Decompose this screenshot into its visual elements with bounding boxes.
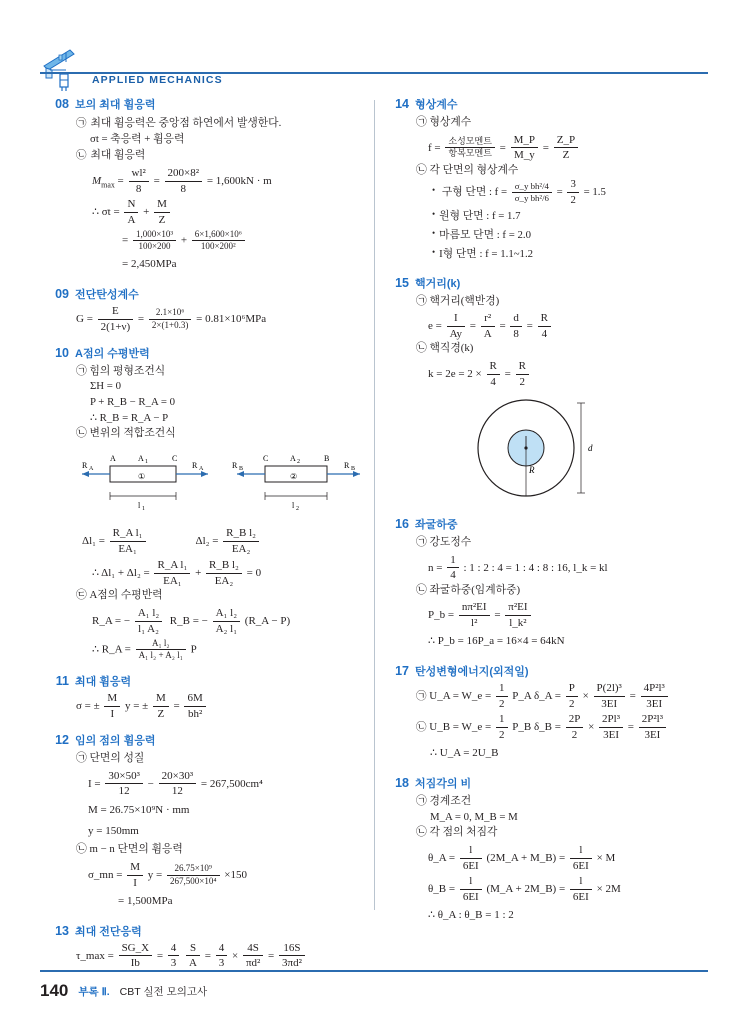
eq-num: N xyxy=(124,198,138,213)
svg-text:2: 2 xyxy=(296,506,299,513)
list-item: ㉠ 힘의 평형조건식 xyxy=(76,364,166,377)
eq-num: 4P²l³ xyxy=(641,682,668,697)
eq-den: I xyxy=(133,876,137,889)
eq-den: M_y xyxy=(513,149,535,162)
eq-num: l xyxy=(570,875,592,890)
eq-num: 3 xyxy=(567,178,578,192)
eq-lhs: R_B = − xyxy=(169,614,208,627)
list-item: ㉠ 형상계수 xyxy=(416,116,472,128)
eq-num: R xyxy=(516,360,529,375)
svg-text:1: 1 xyxy=(145,459,148,466)
eq-num: l xyxy=(570,844,592,859)
equation-sigma-bending xyxy=(76,692,364,721)
eq-num: I xyxy=(447,312,465,327)
eq-den: EA₁ xyxy=(163,574,182,587)
eq-op: × xyxy=(231,949,239,962)
equation-mmax: $M_{max}$ = $\frac{\text{wl²}}{8}$ = $\frac{\text{200×8²}}{8}$ = 1,600kN · m xyxy=(92,166,272,195)
problem-title: 좌굴하중 xyxy=(415,518,458,531)
svg-text:R: R xyxy=(529,464,535,475)
eq-op: y = xyxy=(147,868,163,881)
eq-den: 4 xyxy=(450,569,456,582)
svg-text:A: A xyxy=(138,454,144,464)
svg-text:A: A xyxy=(290,454,296,464)
eq-lhs: n = xyxy=(428,561,443,574)
equation-UA xyxy=(416,682,704,711)
problem-15 xyxy=(392,275,704,505)
footer-divider xyxy=(40,970,708,972)
equation-result: = 1,500MPa xyxy=(118,894,173,907)
eq-result: = 0 xyxy=(246,567,262,580)
eq-result: = 1,600kN · m xyxy=(206,174,272,187)
svg-text:B: B xyxy=(239,466,244,473)
problem-16 xyxy=(392,516,704,652)
equation-UB xyxy=(416,713,704,742)
eq-num: R xyxy=(487,360,500,375)
problem-title: A점의 수평반력 xyxy=(75,347,150,360)
eq-tail: (R_A − P) xyxy=(244,614,291,627)
svg-text:①: ① xyxy=(138,472,146,482)
eq-op: = xyxy=(494,609,501,622)
eq-den: 8 xyxy=(513,327,519,340)
eq-num: A₁ l₂ xyxy=(213,607,240,622)
header-divider xyxy=(40,72,708,74)
svg-text:2: 2 xyxy=(297,459,300,466)
eq-num: 20×30³ xyxy=(159,770,197,785)
eq-den: 3EI xyxy=(646,697,663,710)
svg-text:R: R xyxy=(232,461,238,471)
equation-thetaB xyxy=(428,875,704,904)
right-column xyxy=(392,96,704,937)
eq-num: 2P²l³ xyxy=(639,713,666,728)
equation-line: M_A = 0, M_B = M xyxy=(430,810,518,823)
eq-den: Z xyxy=(157,707,165,720)
equation-dl2 xyxy=(196,527,262,556)
eq-num: π²EI xyxy=(505,601,530,616)
eq-num: σ_y bh²/4 xyxy=(512,181,552,193)
problem-number: 10 xyxy=(55,345,69,360)
svg-text:②: ② xyxy=(290,472,298,482)
problem-title: 처짐각의 비 xyxy=(415,777,472,790)
equation-sum: ∴ Δl₁ + Δl₂ = $\frac{\text{R\_A l₁}}{\text{EA₁}}$ + $\frac{\text{R\_B l₂}}{\text{EA₂}}$ = 0 xyxy=(92,559,262,587)
problem-number: 13 xyxy=(55,923,69,938)
eq-num: 6M xyxy=(184,692,205,707)
list-item: ㉡ 각 단면의 형상계수 xyxy=(416,163,519,176)
equation-dl1 xyxy=(82,527,148,556)
eq-result: = 267,500cm⁴ xyxy=(200,777,263,790)
eq-num: wl² xyxy=(129,167,149,182)
eq-op: × xyxy=(582,690,589,703)
eq-lhs: e = xyxy=(428,320,442,333)
eq-op: = xyxy=(504,367,511,380)
svg-text:C: C xyxy=(172,454,178,464)
eq-op: = xyxy=(173,699,180,712)
eq-den: 3EI xyxy=(601,697,618,710)
problem-title: 보의 최대 휨응력 xyxy=(75,99,156,111)
svg-text:C: C xyxy=(263,454,269,464)
svg-text:R: R xyxy=(192,461,198,471)
eq-den: 6EI xyxy=(462,859,479,872)
eq-den: 3 xyxy=(170,957,177,970)
equation-e xyxy=(428,312,704,341)
eq-lhs: P_b = xyxy=(428,609,455,622)
eq-den: bh² xyxy=(187,707,203,720)
equation-G: G = $\frac{E}{2(1+\nu)}$ = $\frac{\text{2.1×10⁶}}{2\times(1+0.3)}$ = 0.81×10⁶MPa xyxy=(76,304,267,333)
problem-14 xyxy=(392,96,704,264)
eq-num: 4S xyxy=(243,942,263,957)
svg-text:R: R xyxy=(82,461,88,471)
eq-num: 1,000×10³ xyxy=(133,229,176,241)
problem-title: 임의 점의 휨응력 xyxy=(75,734,156,747)
eq-num: 1 xyxy=(447,554,459,569)
footer-section-label: 부록 Ⅱ. xyxy=(78,985,110,998)
eq-num: 200×8² xyxy=(165,167,203,182)
eq-den: l₁ A₂ xyxy=(138,622,159,635)
eq-op: = xyxy=(526,320,533,333)
list-item: ㉠ 강도정수 xyxy=(416,535,472,548)
eq-num: l xyxy=(460,844,482,859)
eq-lhs: U_A = W_e = xyxy=(429,690,492,703)
eq-num: M_P xyxy=(511,134,538,149)
eq-den: 100×200 xyxy=(138,241,171,252)
problem-10 xyxy=(52,345,364,662)
list-item: ㉠ 핵거리(핵반경) xyxy=(416,294,500,307)
eq-lhs: θ_B = xyxy=(428,882,456,895)
eq-den: 2×(1+0.3) xyxy=(151,319,189,330)
eq-den: I xyxy=(110,707,115,720)
eq-lhs: 구형 단면 : f = xyxy=(441,186,508,199)
eq-den: 4 xyxy=(541,327,548,340)
problem-12 xyxy=(52,732,364,912)
eq-num: M xyxy=(127,861,143,876)
problem-title: 형상계수 xyxy=(415,99,458,111)
eq-op: = xyxy=(629,690,636,703)
eq-op: y = ± xyxy=(124,699,149,712)
eq-op: + xyxy=(143,206,150,219)
svg-text:l: l xyxy=(292,501,295,511)
list-marker: ㉠ xyxy=(416,691,427,703)
eq-op: = xyxy=(469,320,476,333)
eq-den: 2 xyxy=(499,697,505,710)
equation-sigma xyxy=(92,198,364,227)
eq-num: nπ²EI xyxy=(459,601,490,616)
eq-lhs: τ_max = xyxy=(76,949,114,962)
eq-num: R xyxy=(538,312,551,327)
svg-text:B: B xyxy=(324,454,330,464)
eq-den: EA₂ xyxy=(214,574,234,587)
eq-lhs: θ_A = xyxy=(428,851,456,864)
problem-title: 핵거리(k) xyxy=(415,277,461,290)
eq-tail: P xyxy=(190,643,197,656)
eq-den: 2 xyxy=(499,728,505,741)
eq-lhs: Δl₂ = xyxy=(195,535,219,548)
eq-num: R_B l₂ xyxy=(223,527,259,542)
equation-sigma-values: = $\frac{\text{1,000×10³}}{100\times 200}$ + $\frac{\text{6×1,600×10⁶}}{\text{100×200²}}$ xyxy=(122,229,364,253)
problem-title: 전단탄성계수 xyxy=(75,288,139,301)
problem-title: 탄성변형에너지(외적일) xyxy=(415,666,529,679)
problem-number: 17 xyxy=(395,664,409,679)
eq-den: A₁ l₂ + A₂ l₁ xyxy=(138,650,183,661)
left-column xyxy=(52,96,364,982)
equation-n xyxy=(428,554,704,583)
eq-num: S xyxy=(186,942,200,957)
list-item: ㉡ 핵직경(k) xyxy=(416,342,474,355)
bar-diagram xyxy=(80,448,364,522)
eq-den: 6EI xyxy=(462,890,479,903)
eq-op: = xyxy=(499,141,506,154)
eq-result: = 1.5 xyxy=(583,186,606,199)
problem-number: 11 xyxy=(55,673,69,688)
core-circle-diagram xyxy=(456,393,704,505)
list-item: ㉡ 변위의 적합조건식 xyxy=(76,427,176,440)
list-item: ㉠ 단면의 성질 xyxy=(76,751,145,764)
eq-lhs: σ = ± xyxy=(76,699,100,712)
eq-op: × M xyxy=(596,851,616,864)
eq-den: 12 xyxy=(118,785,130,798)
page-footer xyxy=(40,978,708,1004)
eq-num: l xyxy=(460,875,482,890)
eq-lhs: k = 2e = 2 × xyxy=(428,367,482,380)
svg-text:A: A xyxy=(89,466,94,473)
eq-den: Ib xyxy=(130,957,140,970)
eq-op: = xyxy=(556,186,563,199)
equation-result: = 2,450MPa xyxy=(122,258,177,270)
svg-text:d: d xyxy=(588,442,593,453)
header-title: APPLIED MECHANICS xyxy=(92,74,223,86)
eq-op: = xyxy=(268,949,275,962)
equation-y: y = 150mm xyxy=(88,825,139,838)
list-marker: ㉡ xyxy=(416,722,427,734)
eq-op: × 2M xyxy=(596,882,621,895)
eq-den: A xyxy=(127,213,136,226)
eq-den: l² xyxy=(471,616,478,629)
eq-op: − xyxy=(147,777,154,790)
equation-line: P + R_B − R_A = 0 xyxy=(90,396,176,409)
eq-den: 6EI xyxy=(572,859,589,872)
equation-U-result: ∴ U_A = 2U_B xyxy=(430,747,499,760)
list-item: 최대 휨응력은 중앙점 하연에서 발생한다. xyxy=(90,117,282,129)
crane-icon xyxy=(40,46,88,92)
list-marker: ㉠ xyxy=(76,118,87,129)
eq-den: 8 xyxy=(180,182,187,195)
eq-den: 3 xyxy=(218,957,225,970)
svg-text:B: B xyxy=(351,466,356,473)
list-item: σt = 축응력 + 휨응력 xyxy=(90,132,185,145)
equation-ra xyxy=(92,607,364,636)
equation-sigma-mn xyxy=(88,861,364,890)
eq-num: M xyxy=(104,692,120,707)
eq-lhs: Δl₁ = xyxy=(82,535,105,548)
eq-lhs: σ_mn = xyxy=(88,868,123,881)
eq-num: P(2l)³ xyxy=(594,682,625,697)
eq-lhs: ∴ Δl₁ + Δl₂ = xyxy=(92,567,150,580)
equation-ra-final xyxy=(92,638,364,662)
eq-num: 4 xyxy=(168,942,180,957)
eq-op: = xyxy=(156,949,164,962)
eq-lhs: f = xyxy=(428,141,441,154)
eq-op: P_A δ_A = xyxy=(512,690,561,703)
eq-num: M xyxy=(154,198,170,213)
list-item: ㉡ m − n 단면의 휨응력 xyxy=(76,843,183,856)
equation-Pb-result: ∴ P_b = 16P_a = 16×4 = 64kN xyxy=(428,635,565,648)
eq-op: = xyxy=(204,949,211,962)
eq-num: R_A l₁ xyxy=(154,559,190,574)
eq-lhs: G = xyxy=(76,312,93,325)
list-marker: ㉡ xyxy=(76,150,87,162)
problem-number: 12 xyxy=(55,732,69,747)
list-item: ㉠ 경계조건 xyxy=(416,794,472,807)
eq-num: R_B l₂ xyxy=(206,559,242,574)
equation-I xyxy=(88,770,364,799)
eq-num: 6×1,600×10⁶ xyxy=(192,229,245,241)
page-header xyxy=(0,22,748,86)
eq-num: M xyxy=(153,692,169,707)
equation-M: M = 26.75×10⁹N · mm xyxy=(88,803,190,816)
eq-num: E xyxy=(98,305,134,320)
eq-lhs: ∴ R_A = xyxy=(92,643,131,656)
equation-k xyxy=(428,360,704,389)
eq-num: 소성모멘트 xyxy=(445,136,495,148)
eq-den: Ay xyxy=(449,327,463,340)
problem-11 xyxy=(52,673,364,721)
eq-num: 26.75×10⁹ xyxy=(167,863,220,875)
column-divider xyxy=(374,100,375,910)
eq-den: EA₂ xyxy=(231,542,251,555)
eq-den: 100×200² xyxy=(200,241,236,252)
problem-number: 16 xyxy=(395,516,409,531)
eq-den: 8 xyxy=(135,182,142,195)
shape-factor-ibeam: • I형 단면 : f = 1.1~1.2 xyxy=(432,245,704,264)
eq-den: A xyxy=(189,957,197,970)
svg-text:A: A xyxy=(199,466,204,473)
footer-section-title: CBT 실전 모의고사 xyxy=(119,985,208,998)
eq-den: l_k² xyxy=(509,616,527,629)
eq-op: (2M_A + M_B) = xyxy=(486,851,566,864)
list-item: ㉡ 각 점의 처짐각 xyxy=(416,826,498,839)
eq-num: 1 xyxy=(496,713,508,728)
equation-tau-max xyxy=(76,942,364,971)
problem-08 xyxy=(52,96,364,275)
list-item: 최대 휨응력 xyxy=(90,149,146,162)
problem-number: 08 xyxy=(55,97,69,111)
eq-den: 4 xyxy=(490,375,496,388)
eq-num: 4 xyxy=(216,942,228,957)
equation-theta-result: ∴ θ_A : θ_B = 1 : 2 xyxy=(428,908,514,921)
eq-den: 2(1+ν) xyxy=(100,320,131,333)
eq-lhs: ∴ σt = xyxy=(92,206,120,219)
eq-op: P_B δ_B = xyxy=(512,721,561,734)
eq-op: ×150 xyxy=(224,868,247,881)
eq-den: 2 xyxy=(519,375,525,388)
eq-den: 267,500×10⁴ xyxy=(169,875,217,886)
eq-op: = xyxy=(627,721,634,734)
equation-Pb xyxy=(428,601,704,630)
eq-den: 3EI xyxy=(603,728,619,741)
problem-number: 14 xyxy=(395,97,409,111)
problem-09 xyxy=(52,286,364,334)
problem-title: 최대 전단응력 xyxy=(75,925,142,938)
equation-thetaA xyxy=(428,844,704,873)
shape-factor-rect xyxy=(432,178,704,207)
eq-num: SG_X xyxy=(119,942,153,957)
eq-den: A xyxy=(483,327,492,340)
eq-num: 1 xyxy=(496,682,508,697)
eq-num: r² xyxy=(481,312,495,327)
shape-factor-circle: • 원형 단면 : f = 1.7 xyxy=(432,207,704,226)
eq-den: πd² xyxy=(245,957,261,970)
svg-text:1: 1 xyxy=(142,506,145,513)
eq-den: Z xyxy=(562,149,570,162)
eq-den: Z xyxy=(158,213,166,226)
eq-den: 3EI xyxy=(644,728,661,741)
eq-num: d xyxy=(510,312,522,327)
svg-text:R: R xyxy=(344,461,350,471)
eq-num: 16S xyxy=(279,942,305,957)
problem-17 xyxy=(392,663,704,764)
eq-op: = xyxy=(542,141,550,154)
problem-18 xyxy=(392,775,704,926)
eq-num: Z_P xyxy=(554,134,578,149)
eq-den: 2 xyxy=(570,193,576,206)
eq-num: 2P xyxy=(566,713,584,728)
problem-number: 09 xyxy=(55,286,69,301)
equation-f xyxy=(428,134,704,163)
eq-num: 2Pl³ xyxy=(599,713,623,728)
eq-den: 6EI xyxy=(572,890,589,903)
eq-den: EA₁ xyxy=(118,542,137,555)
eq-op: = xyxy=(499,320,506,333)
problem-13 xyxy=(52,923,364,971)
eq-num: 2.1×10⁶ xyxy=(149,307,191,319)
eq-lhs: U_B = W_e = xyxy=(429,721,492,734)
eq-num: A₁ l₂ xyxy=(135,607,162,622)
eq-result: = 0.81×10⁶MPa xyxy=(196,312,267,325)
shape-factor-rhombus: • 마름모 단면 : f = 2.0 xyxy=(432,226,704,245)
eq-op: × xyxy=(588,721,595,734)
problem-number: 15 xyxy=(395,275,409,290)
equation-line: ∴ R_B = R_A − P xyxy=(90,411,169,424)
eq-den: A₂ l₁ xyxy=(215,622,238,635)
eq-num: A₁ l₂ xyxy=(136,638,186,650)
svg-text:A: A xyxy=(110,454,116,464)
eq-num: P xyxy=(566,682,578,697)
list-item: ㉢ A점의 수평반력 xyxy=(76,589,163,602)
eq-sub: max xyxy=(101,180,115,190)
eq-den: 2 xyxy=(571,728,578,741)
eq-den: 2 xyxy=(569,697,575,710)
eq-tail: : 1 : 2 : 4 = 1 : 4 : 8 : 16, l_k = kl xyxy=(463,561,608,574)
eq-den: σ_y bh²/6 xyxy=(514,192,549,203)
eq-num: R_A l₁ xyxy=(110,527,146,542)
eq-lhs: I = xyxy=(88,777,101,790)
eq-num: 30×50³ xyxy=(105,770,143,785)
list-item: ㉡ 좌굴하중(임계하중) xyxy=(416,583,521,596)
problem-number: 18 xyxy=(395,775,409,790)
eq-symbol: M xyxy=(92,174,102,187)
equation-line: ΣH = 0 xyxy=(90,380,121,393)
eq-lhs: R_A = − xyxy=(92,614,131,627)
page-number: 140 xyxy=(40,981,69,1000)
svg-text:l: l xyxy=(138,501,141,511)
eq-den: 12 xyxy=(171,785,183,798)
problem-title: 최대 휨응력 xyxy=(75,675,132,688)
eq-op: (M_A + 2M_B) = xyxy=(486,882,566,895)
eq-den: 3πd² xyxy=(282,957,302,970)
eq-den: 항복모멘트 xyxy=(448,148,492,159)
